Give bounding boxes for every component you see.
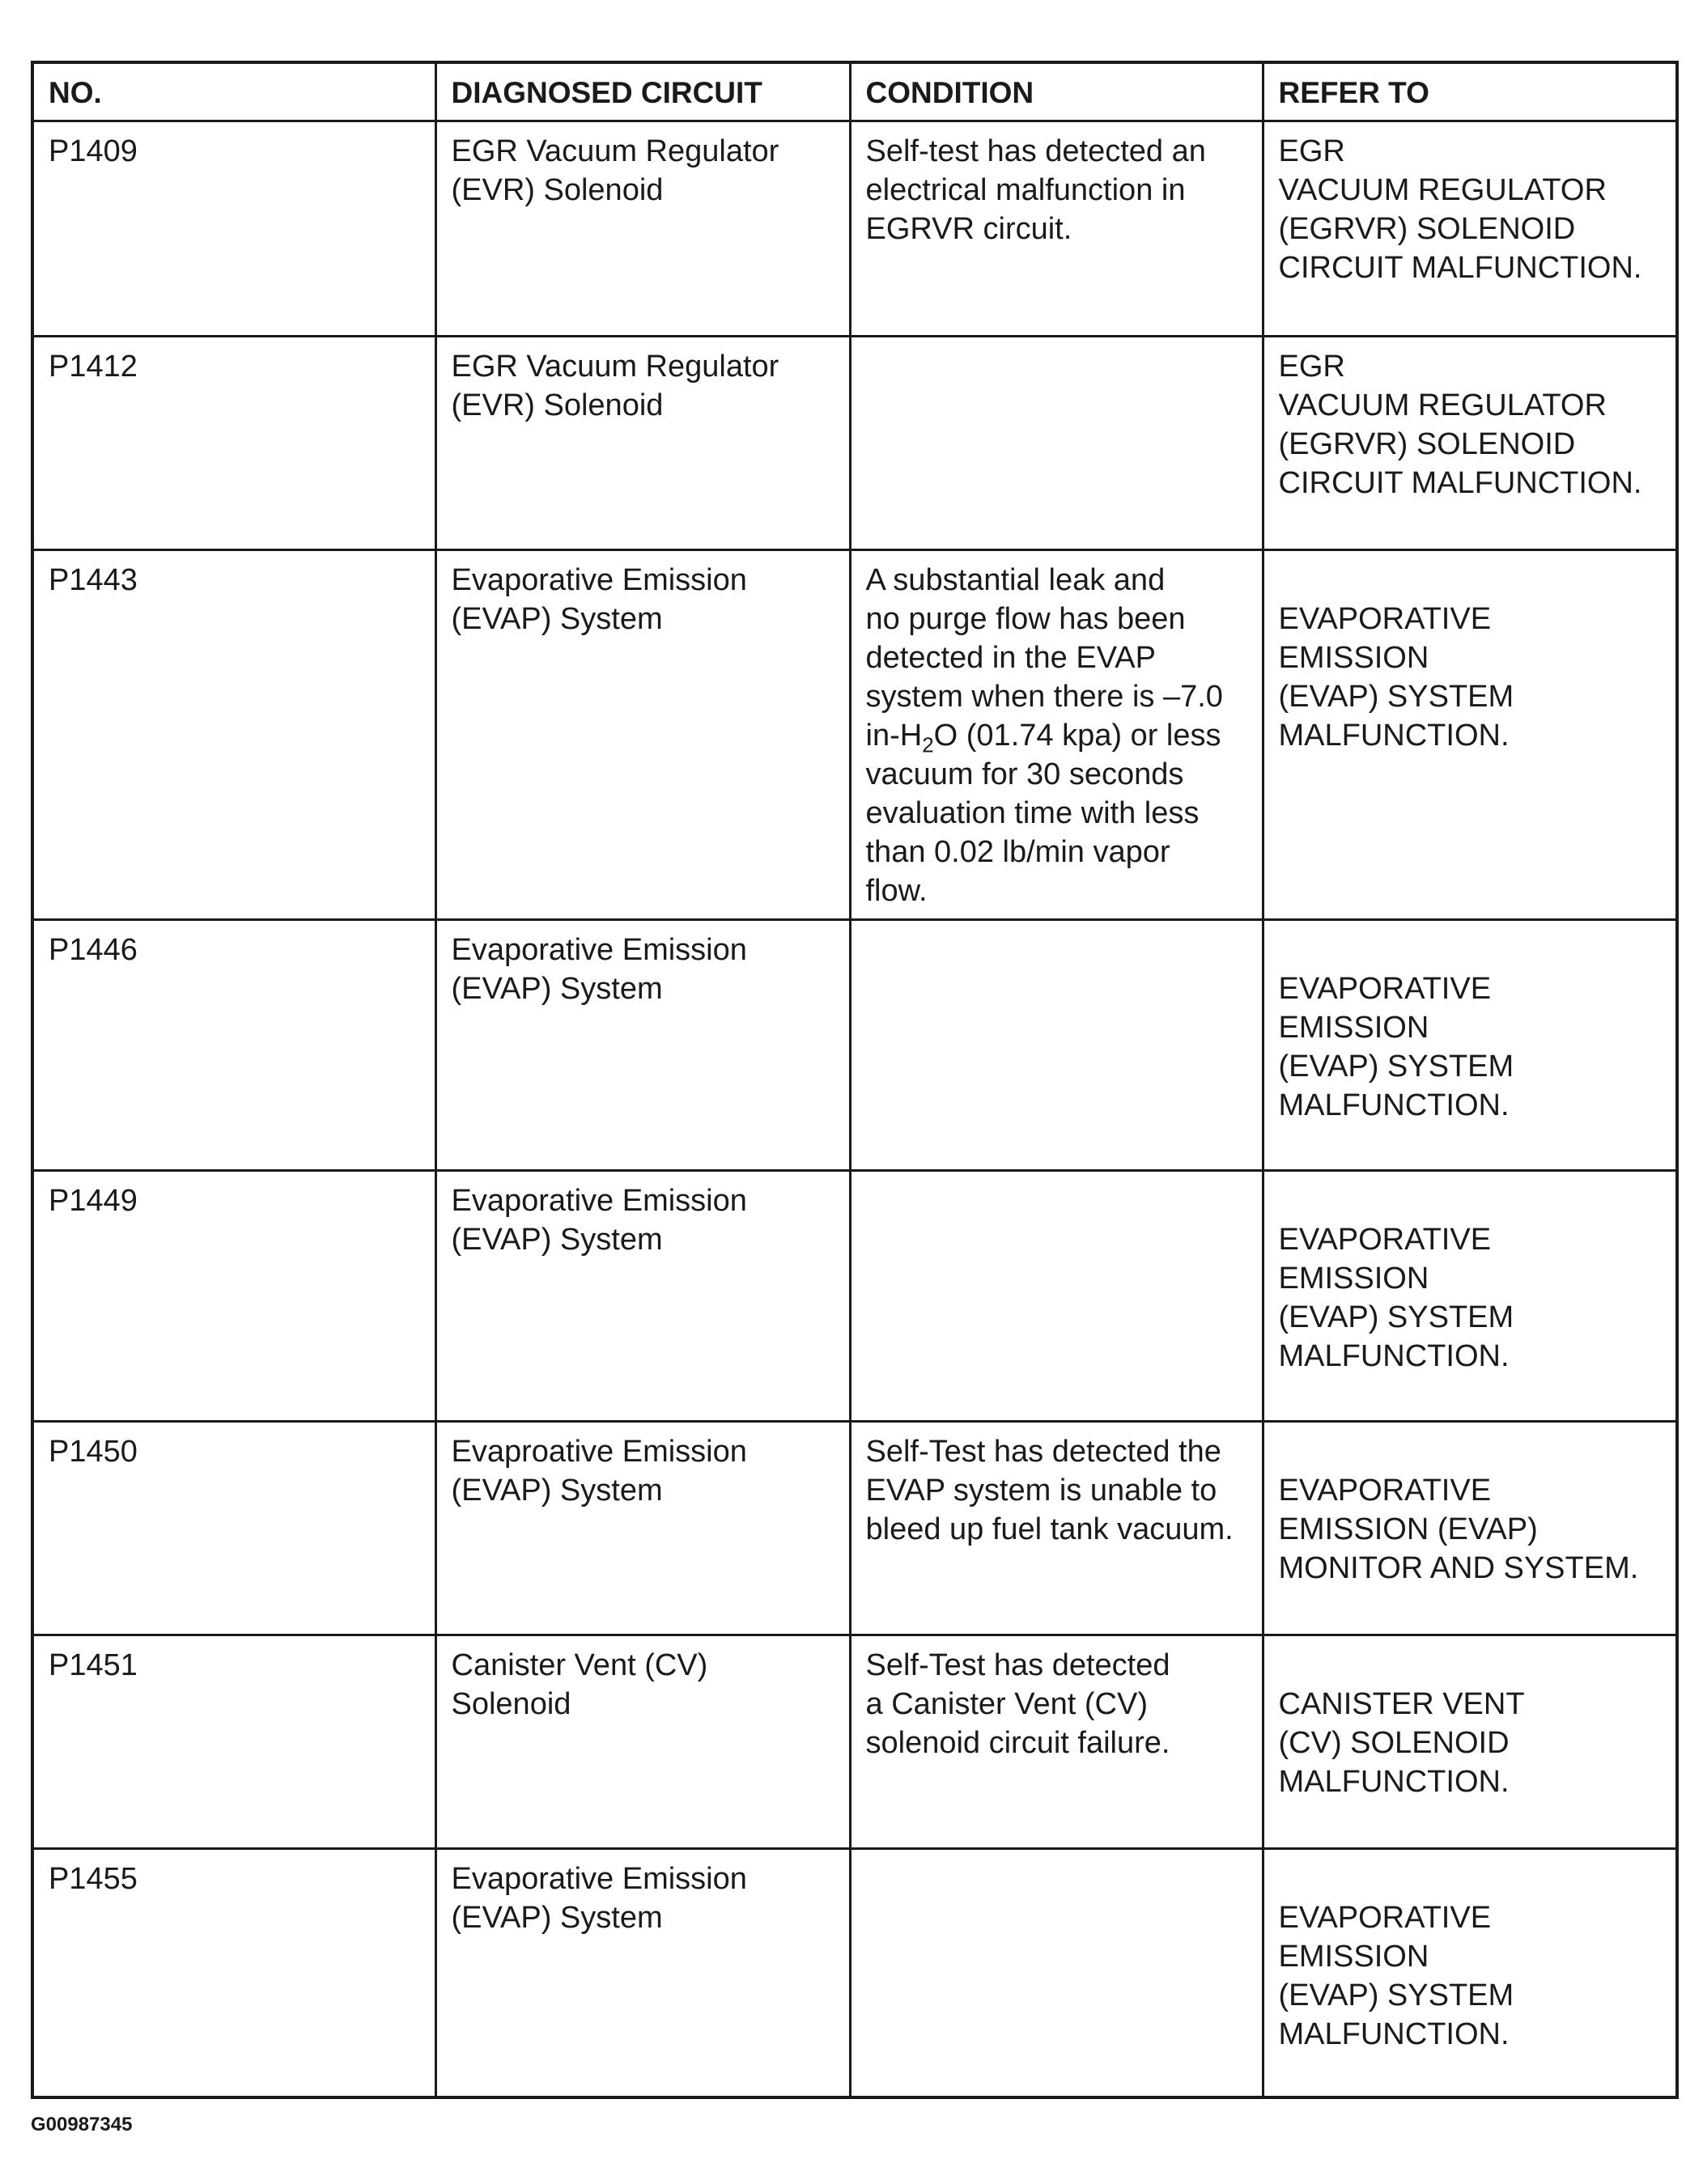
subscript: 2 (922, 732, 934, 757)
cell-condition: Self-Test has detected a Canister Vent (CV) solenoid circuit failure. (850, 1635, 1263, 1848)
cell-no: P1450 (32, 1421, 435, 1635)
figure-id: G00987345 (31, 2114, 133, 2135)
cell-no: P1455 (32, 1848, 435, 2097)
cell-circuit: Evaproative Emission (EVAP) System (435, 1421, 850, 1635)
condition-text-part: O (01.74 kpa) or less vacuum for 30 seconds evaluation time with less than 0.02 lb/min vapor flow. (865, 718, 1221, 908)
cell-condition (850, 1848, 1263, 2097)
cell-no: P1409 (32, 121, 435, 336)
cell-refer: EVAPORATIVE EMISSION (EVAP) SYSTEM MALFUNCTION. (1263, 919, 1677, 1170)
table-row (32, 549, 1677, 919)
cell-circuit: EGR Vacuum Regulator (EVR) Solenoid (435, 121, 850, 336)
cell-circuit: EGR Vacuum Regulator (EVR) Solenoid (435, 336, 850, 549)
cell-refer: CANISTER VENT (CV) SOLENOID MALFUNCTION. (1263, 1635, 1677, 1848)
table-row (32, 919, 1677, 1170)
cell-refer: EVAPORATIVE EMISSION (EVAP) SYSTEM MALFUNCTION. (1263, 549, 1677, 919)
cell-condition: Self-Test has detected the EVAP system is unable to bleed up fuel tank vacuum. (850, 1421, 1263, 1635)
cell-no: P1449 (32, 1170, 435, 1421)
cell-no: P1451 (32, 1635, 435, 1848)
cell-condition (850, 549, 1263, 919)
cell-condition (850, 336, 1263, 549)
cell-refer: EVAPORATIVE EMISSION (EVAP) SYSTEM MALFUNCTION. (1263, 1170, 1677, 1421)
cell-refer: EGR VACUUM REGULATOR (EGRVR) SOLENOID CIRCUIT MALFUNCTION. (1263, 336, 1677, 549)
cell-circuit: Canister Vent (CV) Solenoid (435, 1635, 850, 1848)
table-row (32, 1421, 1677, 1635)
table-row (32, 1170, 1677, 1421)
condition-text-part: A substantial leak and no purge flow has been detected in the EVAP system when there is –7.0 in-H (865, 562, 1223, 753)
cell-refer: EVAPORATIVE EMISSION (EVAP) MONITOR AND SYSTEM. (1263, 1421, 1677, 1635)
table-row (32, 121, 1677, 336)
cell-refer: EGR VACUUM REGULATOR (EGRVR) SOLENOID CIRCUIT MALFUNCTION. (1263, 121, 1677, 336)
header-refer-to: REFER TO (1263, 62, 1677, 121)
cell-circuit: Evaporative Emission (EVAP) System (435, 919, 850, 1170)
cell-no: P1443 (32, 549, 435, 919)
table-row (32, 1635, 1677, 1848)
table-row (32, 1848, 1677, 2097)
cell-circuit: Evaporative Emission (EVAP) System (435, 549, 850, 919)
cell-no: P1412 (32, 336, 435, 549)
table-row (32, 336, 1677, 549)
header-diagnosed-circuit: DIAGNOSED CIRCUIT (435, 62, 850, 121)
cell-circuit: Evaporative Emission (EVAP) System (435, 1848, 850, 2097)
cell-condition (850, 919, 1263, 1170)
cell-no: P1446 (32, 919, 435, 1170)
header-no: NO. (32, 62, 435, 121)
table-header-row (32, 62, 1677, 121)
cell-circuit: Evaporative Emission (EVAP) System (435, 1170, 850, 1421)
cell-condition (850, 1170, 1263, 1421)
cell-refer: EVAPORATIVE EMISSION (EVAP) SYSTEM MALFUNCTION. (1263, 1848, 1677, 2097)
dtc-table (31, 61, 1679, 2099)
header-condition: CONDITION (850, 62, 1263, 121)
cell-condition: Self-test has detected an electrical malfunction in EGRVR circuit. (850, 121, 1263, 336)
